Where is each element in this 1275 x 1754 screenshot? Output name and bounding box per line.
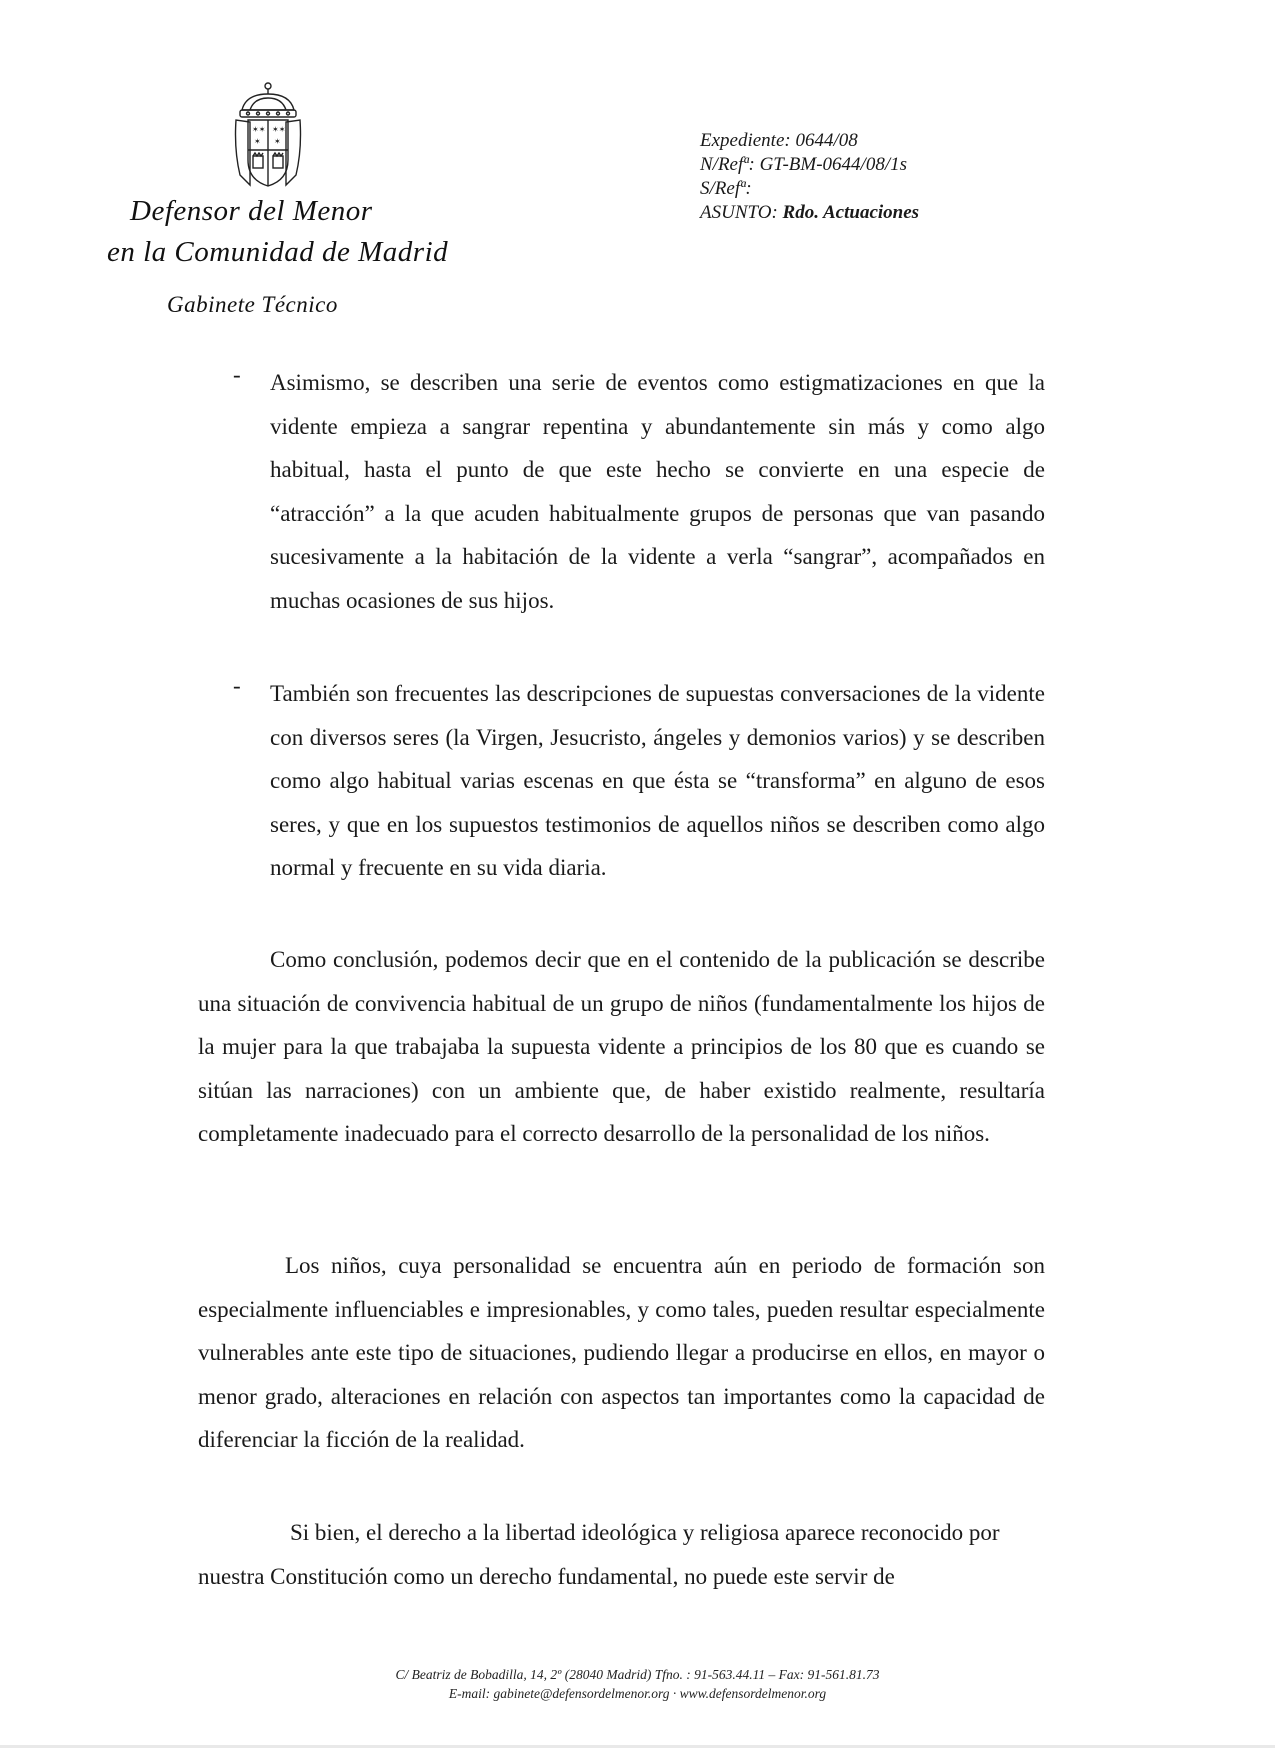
your-ref: S/Refª: xyxy=(700,178,752,199)
conclusion-paragraph: Como conclusión, podemos decir que en el contenido de la publicación se describe una situación de convivencia habitual de un grupo de niños (fundamentalmente los hijos de la mujer para la que trabajaba la supuesta vidente a principios de los 80 que es cuando se sitúan las narraciones) con un ambiente que, de haber existido realmente, resultaría completamente inadecuado para el correcto desarrollo de la personalidad de los niños. xyxy=(198,947,1045,1146)
footer-address: C/ Beatriz de Bobadilla, 14, 2º (28040 Madrid) Tfno. : 91-563.44.11 – Fax: 91-561.81.73 xyxy=(395,1667,880,1682)
institution-name: Defensor del Menor xyxy=(130,195,373,227)
rights-paragraph: Si bien, el derecho a la libertad ideológica y religiosa aparece reconocido por nuestra Constitución como un derecho fundamental, no puede este servir de xyxy=(198,1520,1000,1589)
bullet-paragraph-1: Asimismo, se describen una serie de eventos como estigmatizaciones en que la vidente empieza a sangrar repentina y abundantemente sin más y como algo habitual, hasta el punto de que este hecho se convierte en una especie de “atracción” a la que acuden habitualmente grupos de personas que van pasando sucesivamente a la habitación de la vidente a verla “sangrar”, acompañados en muchas ocasiones de sus hijos. xyxy=(270,370,1045,613)
footer-contact: E-mail: gabinete@defensordelmenor.org · www.defensordelmenor.org xyxy=(448,1686,827,1701)
svg-text:✶: ✶ xyxy=(274,137,281,146)
bullet-marker: - xyxy=(233,673,241,698)
coat-of-arms-icon xyxy=(228,80,308,190)
expediente-ref: Expediente: 0644/08 xyxy=(700,130,858,151)
bullet-paragraph-2: También son frecuentes las descripciones de supuestas conversaciones de la vidente con diversos seres (la Virgen, Jesucristo, ángeles y demonios varios) y se describen como algo habitual varias escenas en que ésta se “transforma” en alguno de esos seres, y que en los supuestos testimonios de aquellos niños se describen como algo normal y frecuente en su vida diaria. xyxy=(270,681,1045,880)
institution-region: en la Comunidad de Madrid xyxy=(107,236,449,268)
svg-text:✶✶: ✶✶ xyxy=(252,125,266,134)
our-ref: N/Refª: GT-BM-0644/08/1s xyxy=(700,154,908,175)
bullet-marker: - xyxy=(233,362,241,387)
department-name: Gabinete Técnico xyxy=(167,292,338,317)
subject-value: Rdo. Actuaciones xyxy=(782,202,920,223)
scan-edge xyxy=(0,1745,1275,1748)
reference-block xyxy=(700,129,919,225)
subject-line xyxy=(700,201,919,225)
svg-text:✶✶: ✶✶ xyxy=(272,125,286,134)
children-paragraph: Los niños, cuya personalidad se encuentra aún en periodo de formación son especialmente influenciables e impresionables, y como tales, pueden resultar especialmente vulnerables ante este tipo de situaciones, pudiendo llegar a producirse en ellos, en mayor o menor grado, alteraciones en relación con aspectos tan importantes como la capacidad de diferenciar la ficción de la realidad. xyxy=(198,1253,1045,1452)
subject-label: ASUNTO: xyxy=(700,202,778,223)
svg-text:✶: ✶ xyxy=(254,137,261,146)
